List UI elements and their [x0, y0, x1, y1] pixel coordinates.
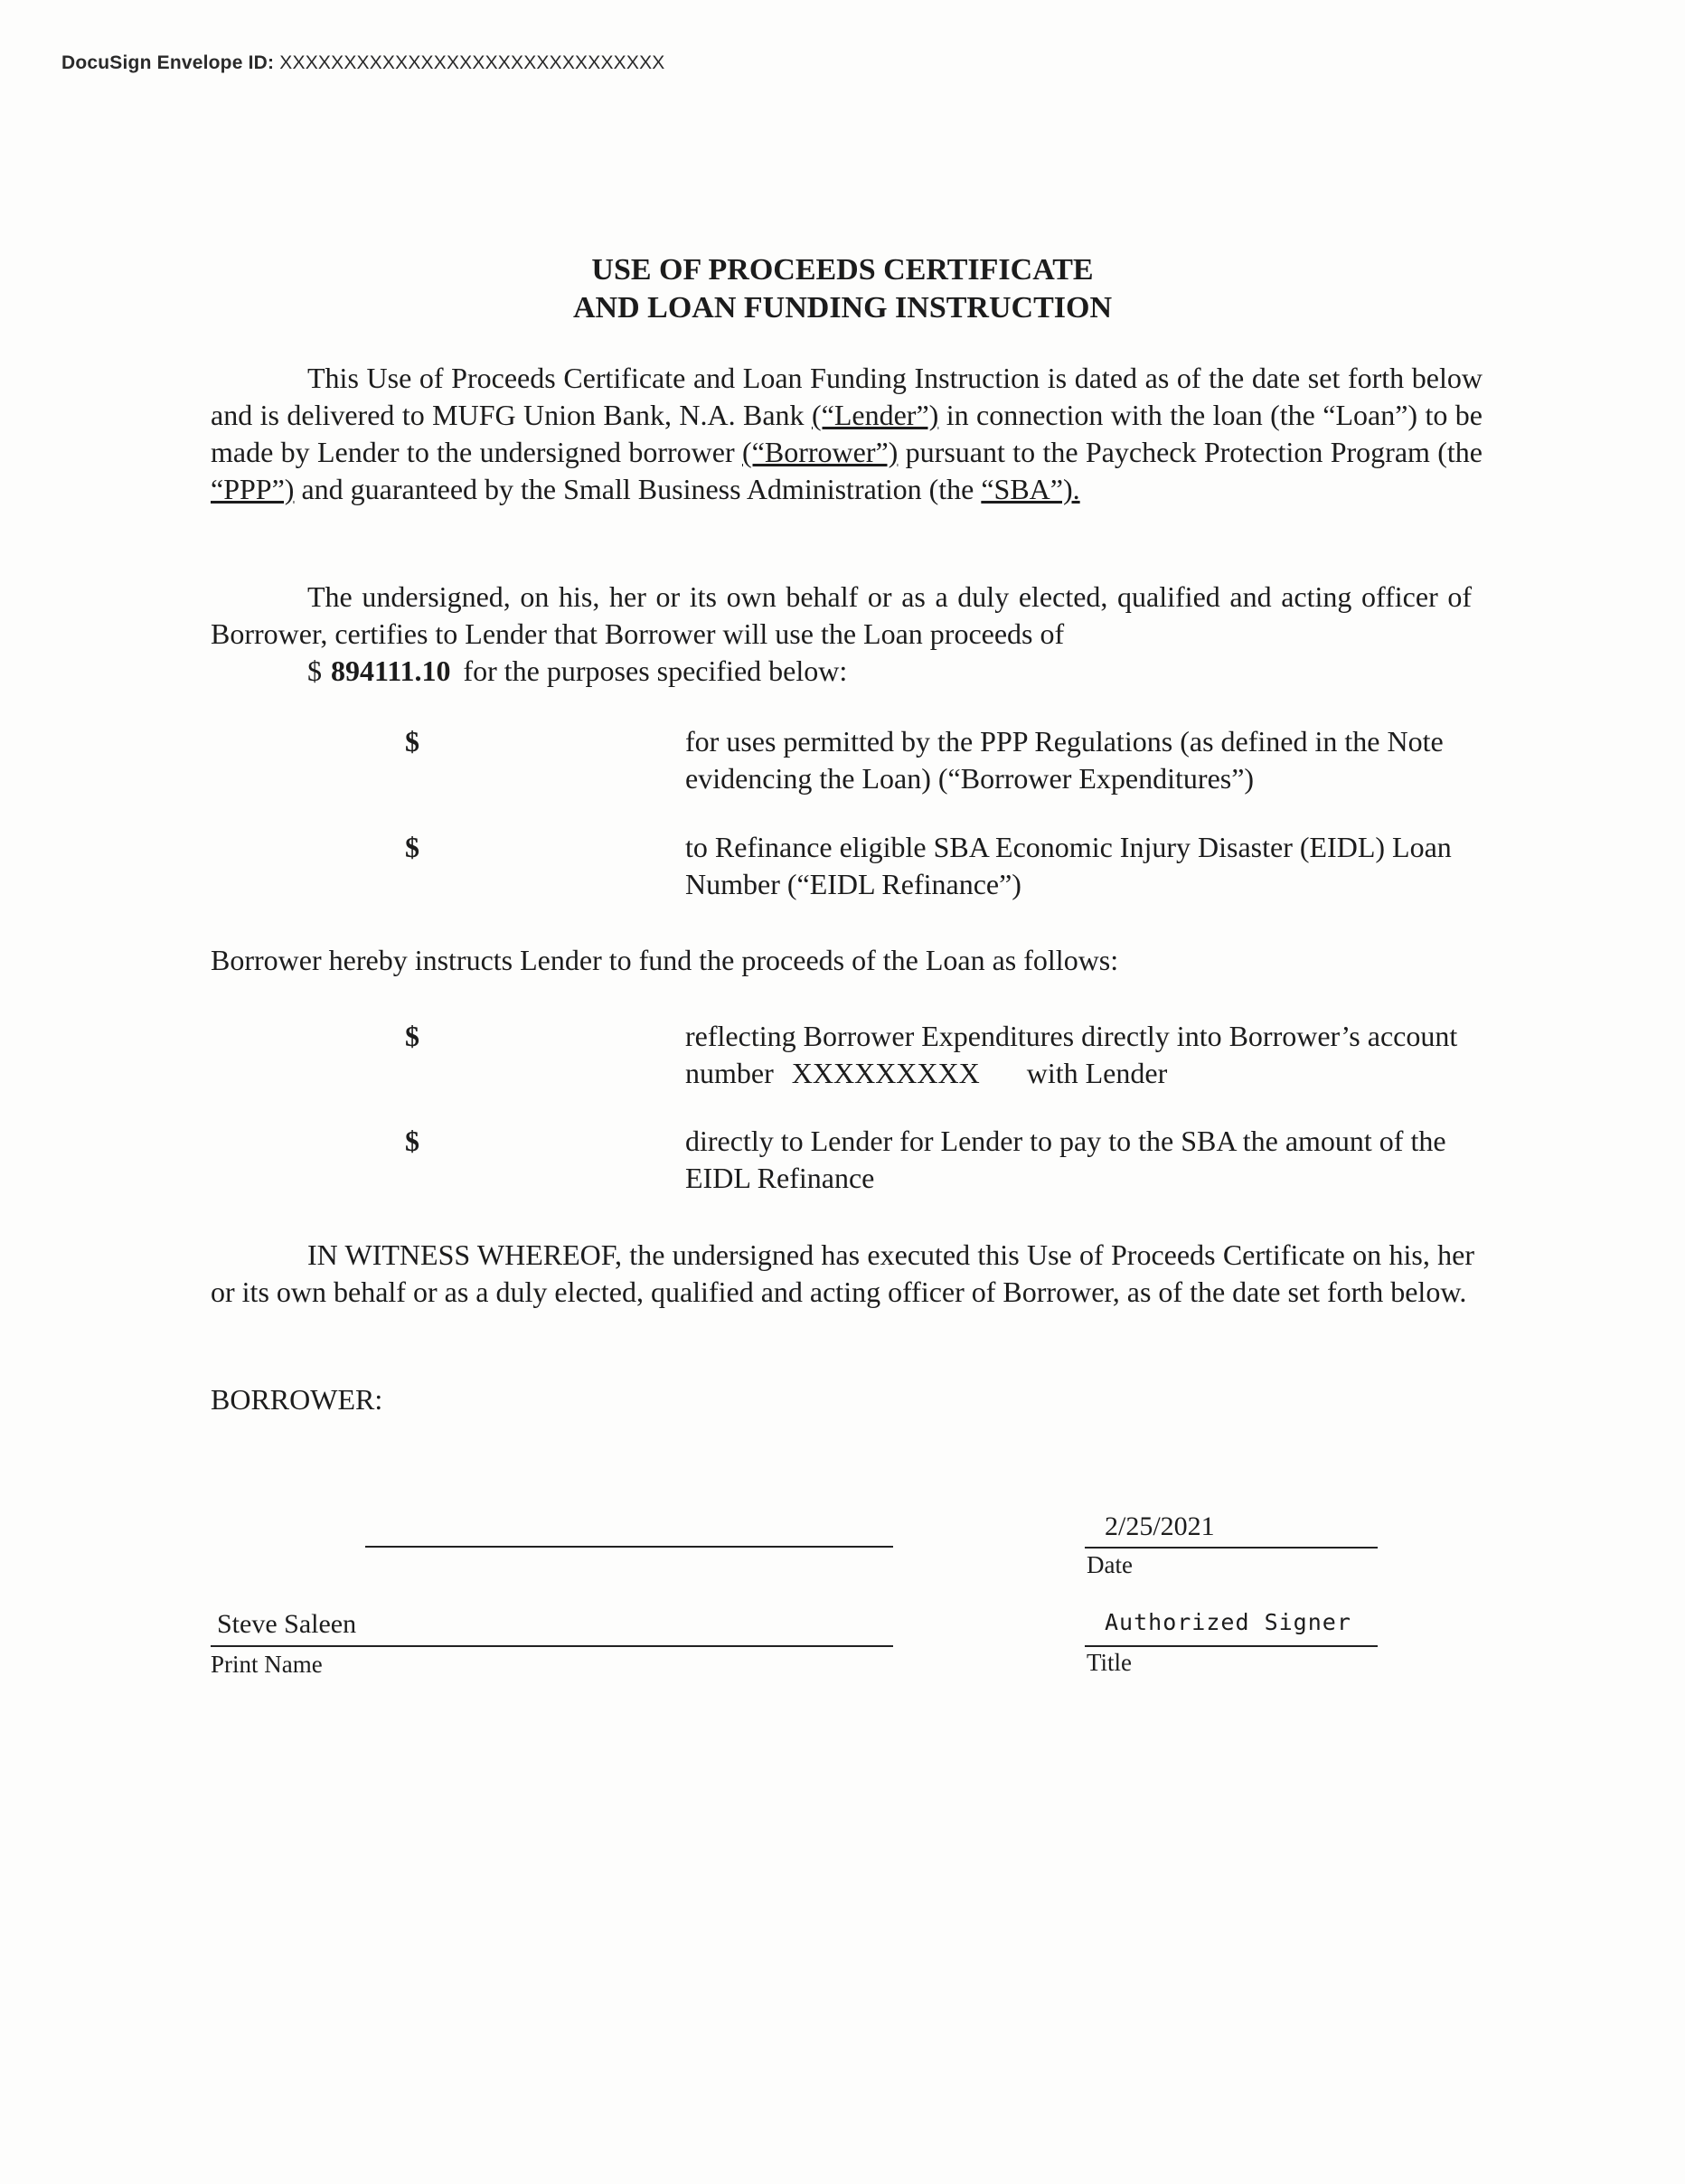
title-label: Title	[1087, 1649, 1133, 1676]
date-label: Date	[1087, 1551, 1133, 1578]
use-description-2: to Refinance eligible SBA Economic Injury Disaster (EIDL) Loan Number (“EIDL Refinance”)	[685, 831, 1452, 900]
use-description-1: for uses permitted by the PPP Regulations (as defined in the Note evidencing the Loan) (“Borrower Expenditures”)	[685, 725, 1444, 795]
use-amount-1: $	[405, 725, 419, 758]
envelope-label: DocuSign Envelope ID:	[61, 52, 275, 73]
account-number: XXXXXXXXX	[791, 1057, 980, 1089]
funding-amount-2: $	[405, 1125, 419, 1157]
print-name-line	[211, 1645, 893, 1647]
loan-amount-line: $ 894111.10 for the purposes specified below:	[307, 654, 848, 687]
docusign-envelope-header	[61, 52, 665, 74]
loan-amount: 894111.10	[331, 654, 451, 687]
document-title-line-2: AND LOAN FUNDING INSTRUCTION	[573, 291, 1112, 325]
witness-paragraph: IN WITNESS WHEREOF, the undersigned has executed this Use of Proceeds Certificate on his, her or its own behalf or as a duly elected, qualified and acting officer of Borrower, as of the date set forth below.	[211, 1238, 1474, 1308]
currency-symbol: $	[307, 654, 322, 687]
funding-description-1: reflecting Borrower Expenditures directly into Borrower’s account number XXXXXXXXX with Lender	[685, 1020, 1458, 1089]
signature-line	[365, 1546, 893, 1548]
intro-paragraph: This Use of Proceeds Certificate and Loan Funding Instruction is dated as of the date set forth below and is delivered to MUFG Union Bank, N.A. Bank (“Lender”) in connection with the loan (the “Loan”) to be made by Lender to the undersigned borrower (“Borrower”) pursuant to the Paycheck Protection Program (the “PPP”) and guaranteed by the Small Business Administration (the “SBA”).	[211, 362, 1483, 505]
print-name-label: Print Name	[211, 1651, 323, 1678]
funding-instruction: Borrower hereby instructs Lender to fund the proceeds of the Loan as follows:	[211, 944, 1119, 976]
title-value: Authorized Signer	[1105, 1609, 1351, 1635]
envelope-id: XXXXXXXXXXXXXXXXXXXXXXXXXXXXXX	[279, 52, 665, 73]
date-line	[1085, 1547, 1378, 1549]
sba-definition: “SBA”).	[981, 473, 1080, 505]
ppp-definition: “PPP”)	[211, 473, 295, 505]
print-name-value: Steve Saleen	[217, 1609, 357, 1639]
funding-amount-1: $	[405, 1020, 419, 1052]
certify-paragraph: The undersigned, on his, her or its own behalf or as a duly elected, qualified and acting officer of Borrower, certifies to Lender that Borrower will use the Loan proceeds of	[211, 580, 1472, 650]
borrower-label: BORROWER:	[211, 1383, 383, 1416]
borrower-definition: (“Borrower”)	[741, 436, 899, 468]
use-amount-2: $	[405, 831, 419, 863]
funding-description-2: directly to Lender for Lender to pay to the SBA the amount of the EIDL Refinance	[685, 1125, 1446, 1194]
date-value: 2/25/2021	[1105, 1511, 1215, 1541]
lender-definition: (“Lender”)	[811, 399, 939, 431]
document-title-line-1: USE OF PROCEEDS CERTIFICATE	[591, 253, 1094, 287]
title-line	[1085, 1645, 1378, 1647]
